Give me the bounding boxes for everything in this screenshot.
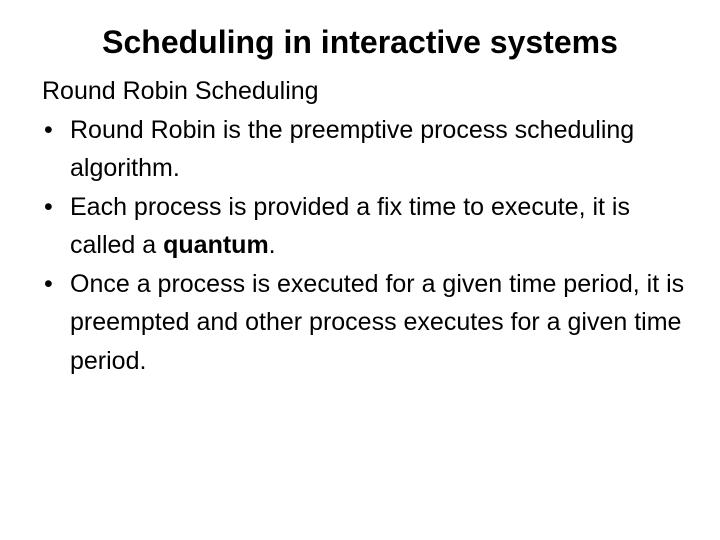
slide-body [42,72,702,380]
slide-title: Scheduling in interactive systems [102,24,618,60]
bullet-text-part: . [268,231,276,259]
bullet-text [70,193,630,260]
quantum-emphasis: quantum [163,231,269,259]
bullet-text-part: Each process is provided a fix time to execute, it is called a [70,192,630,259]
bullet-icon: • [44,192,53,221]
bullet-text: Round Robin is the preemptive process scheduling algorithm. [70,115,635,182]
section-subheading: Round Robin Scheduling [42,77,319,105]
bullet-icon: • [44,115,53,144]
bullet-list [42,111,702,381]
bullet-item [42,111,702,188]
bullet-item [42,265,702,381]
bullet-item [42,188,702,265]
bullet-icon: • [44,269,53,298]
bullet-text: Once a process is executed for a given time period, it is preempted and other process executes for a given time period. [70,269,685,375]
